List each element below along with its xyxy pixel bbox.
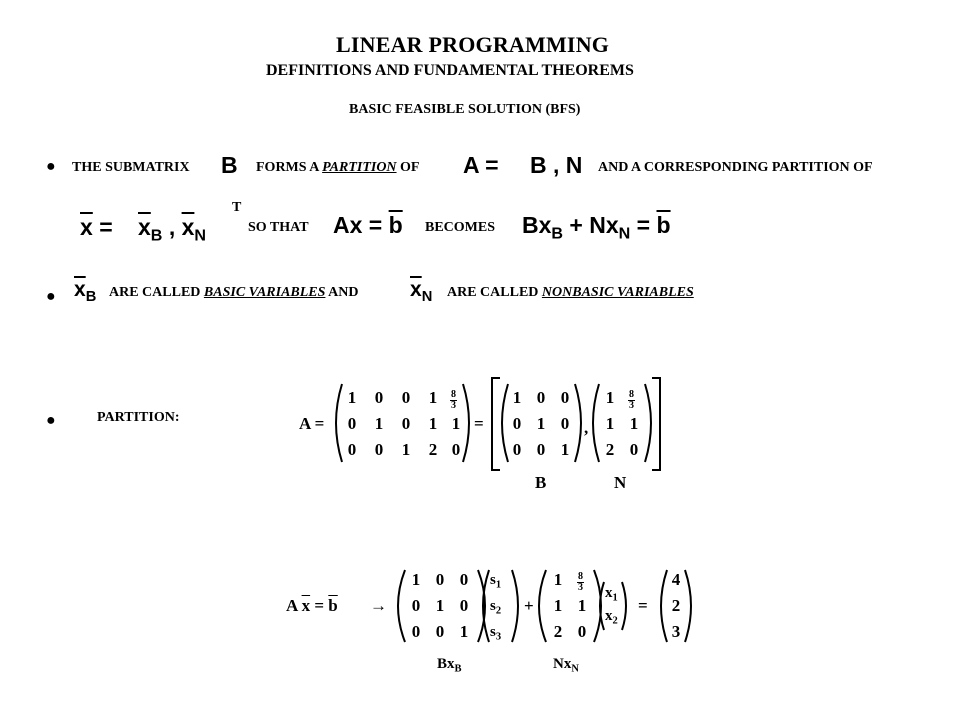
text-of: OF [400, 160, 420, 175]
eqB-r2-c2: 1 [435, 596, 445, 615]
B-r2-c1: 0 [512, 414, 522, 433]
sub-N: N [194, 226, 207, 245]
eq-plus: + [524, 596, 534, 615]
NxN-sub: N [571, 663, 579, 675]
text-becomes: BECOMES [425, 220, 496, 235]
lhs-A: A [286, 596, 298, 615]
BxB-sub: B [454, 663, 462, 675]
eqB-r3-c3: 1 [459, 622, 469, 641]
text-the-submatrix: THE SUBMATRIX [72, 160, 190, 175]
bullet-2: ● [46, 288, 56, 305]
bullet-1: ● [46, 158, 56, 175]
text-are-called: ARE CALLED [109, 285, 201, 300]
b1: 4 [671, 570, 681, 589]
N-r3-c2: 0 [629, 440, 639, 459]
lhs-eq: = [314, 596, 325, 615]
eqN-r3-c1: 2 [553, 622, 563, 641]
A-r3-c2: 0 [374, 440, 384, 459]
N-r2-c1: 1 [605, 414, 615, 433]
eqN-r3-c2: 0 [577, 622, 587, 641]
b2: 2 [671, 596, 681, 615]
A-r1-c3: 0 [401, 388, 411, 407]
comma: , [168, 214, 176, 240]
label-NxN [553, 656, 579, 673]
eq-lhs [286, 596, 338, 616]
x1: $x_1$ [605, 585, 618, 604]
partition-eq: = [474, 414, 484, 433]
A-r2-c3: 0 [401, 414, 411, 433]
B-r1-c2: 0 [536, 388, 546, 407]
B-r3-c1: 0 [512, 440, 522, 459]
label-N: N [614, 473, 627, 492]
text-and: AND [328, 285, 359, 300]
transpose-T: T [232, 200, 242, 215]
eqN-r2-c1: 1 [553, 596, 563, 615]
sub-B2: B [551, 224, 564, 243]
symbol-B: B [221, 152, 238, 178]
s1: $s_1$ [490, 572, 502, 591]
B-r1-c1: 1 [512, 388, 522, 407]
plus-Nx: + Nx [569, 212, 619, 238]
eqB-r1-c1: 1 [411, 570, 421, 589]
page-title: LINEAR PROGRAMMING [336, 32, 610, 57]
B-r3-c3: 1 [560, 440, 570, 459]
lhs-x: $\overline{x}$ [301, 596, 311, 615]
A-r3-c1: 0 [347, 440, 357, 459]
B-r1-c3: 0 [560, 388, 570, 407]
xB-x: $\overline{x}$ [74, 278, 86, 301]
N-r1-c2 [628, 384, 635, 411]
b-vec: $\overline{b}$ [388, 212, 403, 238]
bullet-3: ● [46, 412, 56, 429]
A-r3-c4: 2 [428, 440, 438, 459]
eq-arrow: → [370, 596, 387, 615]
term-basic-variables: BASIC VARIABLES [203, 285, 326, 300]
eq-sign: = [99, 214, 113, 240]
eqB-r2-c1: 0 [411, 596, 421, 615]
xB-sub: B [85, 289, 97, 306]
A-r3-c3: 1 [401, 440, 411, 459]
term-nonbasic-variables: NONBASIC VARIABLES [541, 285, 694, 300]
sub-N2: N [618, 224, 631, 243]
label-B: B [535, 473, 547, 492]
xN-x: $\overline{x}$ [410, 278, 422, 301]
NxN-main: Nx [553, 656, 572, 672]
B-r2-c3: 0 [560, 414, 570, 433]
A-r1-c2: 0 [374, 388, 384, 407]
eqN-r1-c2 [577, 566, 584, 593]
var-xN: $\overline{x}$ [181, 214, 195, 240]
eq3: = [636, 212, 651, 238]
A-r2-c4: 1 [428, 414, 438, 433]
text-so-that: SO THAT [248, 220, 309, 235]
eqN-r2-c2: 1 [577, 596, 587, 615]
sub-B: B [150, 226, 163, 245]
b-vec2: $\overline{b}$ [656, 212, 671, 238]
A-r2-c2: 1 [374, 414, 384, 433]
page-subtitle: DEFINITIONS AND FUNDAMENTAL THEOREMS [266, 62, 634, 79]
eqB-r3-c2: 0 [435, 622, 445, 641]
BxB-main: Bx [437, 656, 455, 672]
section-heading: BASIC FEASIBLE SOLUTION (BFS) [349, 102, 581, 117]
Bx: Bx [522, 212, 552, 238]
fraction-8-3-eq: $\frac{8}{3}$ [578, 571, 583, 593]
partition-comma: , [584, 418, 589, 437]
N-r3-c1: 2 [605, 440, 615, 459]
Ax: Ax [333, 212, 363, 238]
text-corresponding: AND A CORRESPONDING PARTITION OF [598, 160, 873, 175]
eq-equals: = [638, 596, 648, 615]
A-r3-c5: 0 [451, 440, 461, 459]
text-are-called-2: ARE CALLED [447, 285, 539, 300]
eqN-r1-c1: 1 [553, 570, 563, 589]
s3: $s_3$ [490, 624, 502, 643]
eqB-r3-c1: 0 [411, 622, 421, 641]
lhs-b: $\overline{b}$ [328, 596, 338, 615]
A-r2-c5: 1 [451, 414, 461, 433]
eqB-r1-c2: 0 [435, 570, 445, 589]
partition-A-label: A = [299, 414, 325, 433]
eqB-r2-c3: 0 [459, 596, 469, 615]
var-xB: $\overline{x}$ [138, 214, 151, 240]
A-r1-c5 [450, 384, 457, 411]
eq-A: A = [463, 152, 499, 178]
A-r1-c1: 1 [347, 388, 357, 407]
term-partition: PARTITION [322, 160, 397, 175]
text-forms: FORMS A [256, 160, 319, 175]
N-r2-c2: 1 [629, 414, 639, 433]
xN-sub: N [421, 289, 433, 306]
b3: 3 [671, 622, 681, 641]
label-BxB [437, 656, 462, 673]
fraction-8-3: $\frac{8}{3}$ [451, 389, 456, 411]
N-r1-c1: 1 [605, 388, 615, 407]
var-x: $\overline{x}$ [80, 214, 93, 240]
x2: $x_2$ [605, 608, 618, 627]
text-partition-label: PARTITION: [97, 410, 180, 425]
A-r1-c4: 1 [428, 388, 438, 407]
B-r3-c2: 0 [536, 440, 546, 459]
fraction-8-3-N: $\frac{8}{3}$ [629, 389, 634, 411]
eq-BN: B , N [530, 152, 583, 178]
A-r2-c1: 0 [347, 414, 357, 433]
eqB-r1-c3: 0 [459, 570, 469, 589]
s2: $s_2$ [490, 598, 502, 617]
eq2: = [368, 212, 383, 238]
B-r2-c2: 1 [536, 414, 546, 433]
